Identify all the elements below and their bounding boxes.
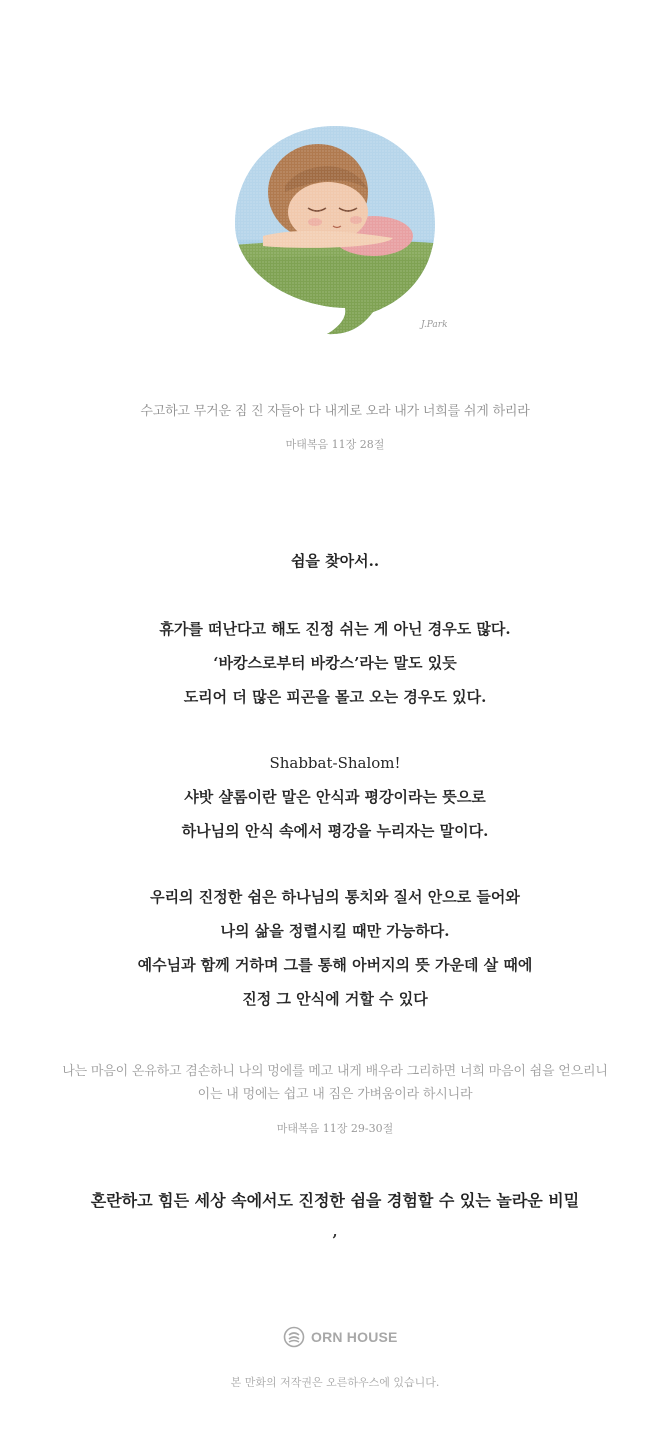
- paragraph-line: 도리어 더 많은 피곤을 몰고 오는 경우도 있다.: [183, 688, 487, 706]
- artist-signature: J.Park: [421, 320, 448, 330]
- verse-line: 이는 내 멍에는 쉽고 내 짐은 가벼움이라 하시니라: [197, 1087, 473, 1102]
- closing-statement: 혼란하고 힘든 세상 속에서도 진정한 쉼을 경험할 수 있는 놀라운 비밀: [90, 1191, 580, 1210]
- orn-house-logo: [283, 1326, 398, 1348]
- paragraph-line: 예수님과 함께 거하며 그를 통해 아버지의 뜻 가운데 살 때에: [137, 956, 533, 974]
- orn-house-logo-icon: [283, 1326, 305, 1348]
- paragraph-line: 나의 삶을 정렬시킬 때만 가능하다.: [220, 922, 450, 940]
- paragraph: [0, 746, 670, 848]
- paragraph-line: 우리의 진정한 쉼은 하나님의 통치와 질서 안으로 들어와: [150, 888, 520, 906]
- closing-mark: ,: [332, 1224, 338, 1240]
- verse-reference: 마태복음 11장 29-30절: [276, 1122, 394, 1135]
- paragraph-line: 샤밧 샬롬이란 말은 안식과 평강이라는 뜻으로: [184, 788, 486, 806]
- sleeping-girl-illustration: [223, 120, 447, 350]
- verse-reference: 마태복음 11장 28절: [285, 438, 385, 451]
- copyright-notice: 본 만화의 저작권은 오른하우스에 있습니다.: [230, 1376, 440, 1389]
- section-title: 쉼을 찾아서..: [290, 552, 380, 570]
- paragraph-line: Shabbat-Shalom!: [269, 754, 401, 772]
- bible-verse: [0, 1060, 670, 1106]
- paragraph: [0, 612, 670, 714]
- paragraph-line: 하나님의 안식 속에서 평강을 누리자는 말이다.: [181, 822, 489, 840]
- verse-line: 나는 마음이 온유하고 겸손하니 나의 멍에를 메고 내게 배우라 그리하면 너희 마음이 쉼을 얻으리니: [62, 1064, 608, 1079]
- paragraph-line: 진정 그 안식에 거할 수 있다: [242, 990, 428, 1008]
- paragraph: [0, 880, 670, 1016]
- bible-verse: 수고하고 무거운 짐 진 자들아 다 내게로 오라 내가 너희를 쉬게 하리라: [140, 404, 530, 419]
- logo-text: ORN HOUSE: [311, 1329, 398, 1345]
- paragraph-line: ‘바캉스로부터 바캉스’라는 말도 있듯: [213, 654, 457, 672]
- paragraph-line: 휴가를 떠난다고 해도 진정 쉬는 게 아닌 경우도 많다.: [159, 620, 511, 638]
